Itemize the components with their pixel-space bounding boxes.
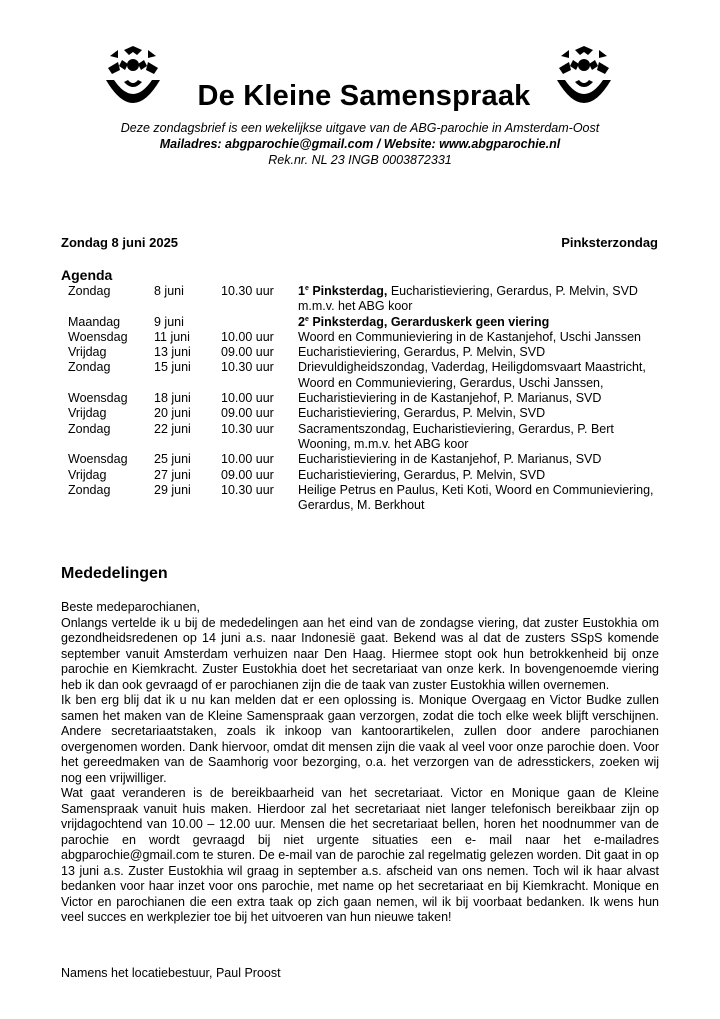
feast-name: Pinksterdag, xyxy=(308,284,388,298)
agenda-description xyxy=(298,468,668,483)
agenda-description xyxy=(298,406,668,421)
agenda-day: Vrijdag xyxy=(68,345,107,360)
agenda-description xyxy=(298,483,668,514)
bank-account-line: Rek.nr. NL 23 INGB 0003872331 xyxy=(268,153,452,167)
agenda-time: 09.00 uur xyxy=(221,467,274,482)
feast-number: 2 xyxy=(298,314,305,329)
feast-ordinal: e xyxy=(304,284,309,292)
agenda-row xyxy=(68,391,668,406)
agenda-day: Zondag xyxy=(68,421,111,436)
announcement-paragraph: Onlangs vertelde ik u bij de mededelingen aan het eind van de zondagse viering, dat zuster Eustokhia om gezondheidsredenen op 14 juni a.s. naar Indonesië gaat. Bekend was al dat de zusters SSpS komende september vanuit Amsterdam verhuizen naar Den Haag. Hiermee stopt ook hun betrokkenheid bij onze parochie en Kiemkracht. Zuster Eustokhia doet het secretariaat van onze kerk. In bovengenoemde viering heb ik dan ook gevraagd of er parochianen zijn die de taak van zuster Eustokhia willen overnemen. xyxy=(61,615,659,692)
agenda-time: 10.00 uur xyxy=(221,329,274,344)
agenda-time: 09.00 uur xyxy=(221,345,274,360)
agenda-row xyxy=(68,360,668,391)
feast-name: Pinksterdag, Gerarduskerk geen viering xyxy=(308,314,550,329)
agenda-date: 9 juni xyxy=(154,314,184,329)
agenda-row xyxy=(68,468,668,483)
agenda-table xyxy=(68,284,668,513)
agenda-description xyxy=(298,422,668,453)
agenda-day: Woensdag xyxy=(68,391,128,406)
agenda-row xyxy=(68,315,668,330)
announcements-heading: Mededelingen xyxy=(61,565,168,582)
agenda-text: Eucharistieviering, Gerardus, P. Melvin, SVD xyxy=(298,345,546,360)
agenda-row xyxy=(68,422,668,453)
signature: Namens het locatiebestuur, Paul Proost xyxy=(61,966,281,980)
agenda-text: Eucharistieviering, Gerardus, P. Melvin, SVD xyxy=(298,406,546,421)
agenda-day: Woensdag xyxy=(68,329,128,344)
newsletter-subtitle: Deze zondagsbrief is een wekelijkse uitgave van de ABG-parochie in Amsterdam-Oost xyxy=(120,121,600,135)
agenda-feast xyxy=(298,284,387,298)
agenda-day: Vrijdag xyxy=(68,406,107,421)
agenda-date: 15 juni xyxy=(154,360,191,375)
agenda-date: 8 juni xyxy=(154,284,184,298)
agenda-row xyxy=(68,452,668,467)
agenda-row xyxy=(68,345,668,360)
agenda-text: Drievuldigheidszondag, Vaderdag, Heiligdomsvaart Maastricht, Woord en Communieviering, Gerardus, Uschi Janssen, xyxy=(298,360,646,390)
agenda-time: 10.00 uur xyxy=(221,452,274,467)
agenda-date: 18 juni xyxy=(154,391,191,406)
agenda-description xyxy=(298,391,668,406)
agenda-description xyxy=(298,452,668,467)
agenda-date: 13 juni xyxy=(154,345,191,360)
agenda-heading: Agenda xyxy=(61,267,113,283)
agenda-text: Woord en Communieviering in de Kastanjehof, Uschi Janssen xyxy=(298,329,642,344)
agenda-day: Zondag xyxy=(68,284,111,298)
agenda-text: Eucharistieviering, Gerardus, P. Melvin, SVD m.m.v. het ABG koor xyxy=(298,284,638,314)
agenda-date: 25 juni xyxy=(154,452,191,467)
agenda-row xyxy=(68,330,668,345)
announcement-paragraph: Beste medeparochianen, xyxy=(61,600,200,614)
announcement-paragraph: Wat gaat veranderen is de bereikbaarheid van het secretariaat. Victor en Monique gaan de Kleine Samenspraak vanuit huis maken. Hierdoor zal het secretariaat niet langer telefonisch bereikbaar zijn op vrijdagochtend van 10.00 – 12.00 uur. Mensen die het secretariaat bellen, horen het noodnummer van de parochie en wordt gevraagd bij niet urgente situaties een e- mail naar het e-mailadres abgparochie@gmail.com te sturen. De e-mail van de parochie zal regelmatig gelezen worden. Dit gaat in op 13 juni a.s. Zuster Eustokhia wil graag in september a.s. afscheid van ons nemen. Toch wil ik haar alvast bedanken voor haar inzet voor ons parochie, met name op het secretariaat en bij Kiemkracht. Monique en Victor en parochianen die een extra taak op zich gaan nemen, wil ik bij voorbaat bedanken. Ik wens hun veel succes en werkplezier toe bij het uitvoeren van hun nieuwe taken! xyxy=(61,786,659,924)
agenda-time: 10.30 uur xyxy=(221,482,274,497)
agenda-time: 10.30 uur xyxy=(221,421,274,436)
agenda-description xyxy=(298,360,668,391)
agenda-day: Zondag xyxy=(68,482,111,497)
issue-dateline xyxy=(61,235,658,250)
agenda-description xyxy=(298,315,668,330)
agenda-date: 27 juni xyxy=(154,467,191,482)
agenda-feast xyxy=(298,315,549,329)
issue-occasion: Pinksterzondag xyxy=(561,235,658,250)
agenda-date: 29 juni xyxy=(154,482,191,497)
agenda-day: Maandag xyxy=(68,314,121,329)
agenda-text: Eucharistieviering, Gerardus, P. Melvin, SVD xyxy=(298,467,546,482)
agenda-text: Eucharistieviering in de Kastanjehof, P. Marianus, SVD xyxy=(298,452,602,467)
agenda-row xyxy=(68,284,668,315)
agenda-row xyxy=(68,406,668,421)
agenda-time: 10.30 uur xyxy=(221,360,274,375)
agenda-text: Sacramentszondag, Eucharistieviering, Gerardus, P. Bert Wooning, m.m.v. het ABG koor xyxy=(298,421,614,451)
agenda-date: 22 juni xyxy=(154,421,191,436)
feast-ordinal: e xyxy=(304,315,309,323)
agenda-date: 11 juni xyxy=(154,329,190,344)
agenda-row xyxy=(68,483,668,514)
agenda-description xyxy=(298,284,668,315)
agenda-time: 10.30 uur xyxy=(221,284,274,298)
agenda-day: Woensdag xyxy=(68,452,128,467)
agenda-text: Heilige Petrus en Paulus, Keti Koti, Woord en Communieviering, Gerardus, M. Berkhout xyxy=(298,482,654,513)
agenda-description xyxy=(298,330,668,345)
feast-number: 1 xyxy=(298,284,305,298)
announcements-body xyxy=(61,600,659,926)
agenda-time: 10.00 uur xyxy=(221,391,274,406)
newsletter-header xyxy=(0,0,720,175)
agenda-description xyxy=(298,345,668,360)
agenda-day: Vrijdag xyxy=(68,467,107,482)
announcement-paragraph: Ik ben erg blij dat ik u nu kan melden dat er een oplossing is. Monique Overgaag en Victor Budke zullen samen het maken van de Kleine Samenspraak gaan verzorgen, zodat die toch elke week blijft verschijnen. Andere secretariaatstaken, zoals ik inkoop van kantoorartikelen, zullen door andere parochianen overgenomen worden. Dank hiervoor, omdat dit mensen zijn die vaak al veel voor onze parochie doen. Voor het gereedmaken van de Saamhorig voor bezorging, o.a. het verzorgen van de adresstickers, zoeken wij nog een vrijwilliger. xyxy=(61,693,659,785)
issue-date: Zondag 8 juni 2025 xyxy=(61,235,179,250)
newsletter-title: De Kleine Samenspraak xyxy=(197,80,531,112)
agenda-day: Zondag xyxy=(68,360,111,375)
agenda-time: 09.00 uur xyxy=(221,406,274,421)
contact-line: Mailadres: abgparochie@gmail.com / Website: www.abgparochie.nl xyxy=(159,137,561,151)
agenda-text: Eucharistieviering in de Kastanjehof, P. Marianus, SVD xyxy=(298,391,602,406)
agenda-date: 20 juni xyxy=(154,406,191,421)
